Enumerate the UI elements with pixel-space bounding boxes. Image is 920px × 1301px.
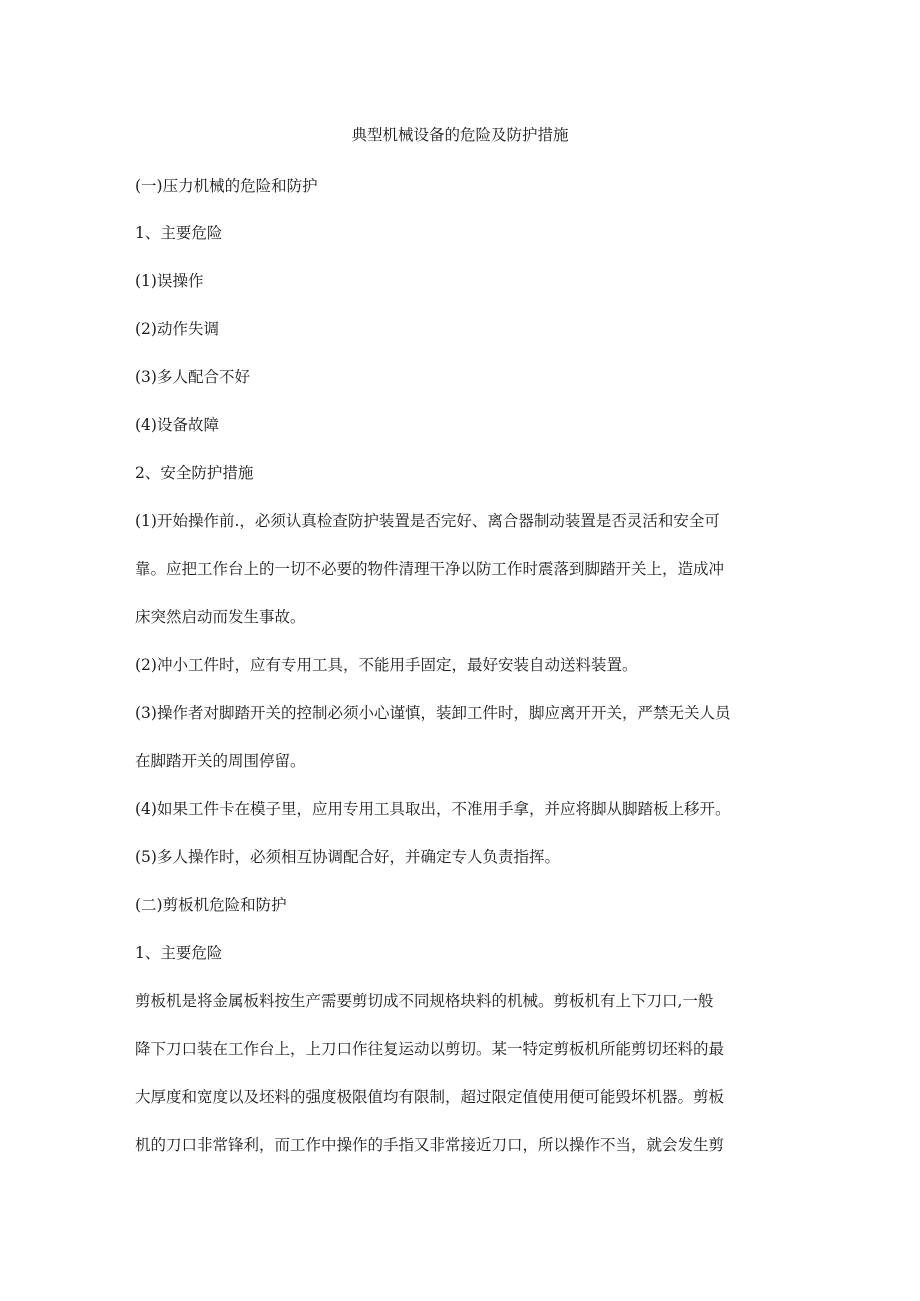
list-item: (2)动作失调 (135, 320, 219, 338)
paragraph-line: 床突然启动而发生事故。 (135, 608, 306, 626)
subsection-heading: 1、主要危险 (135, 944, 223, 962)
paragraph-line: (3)操作者对脚踏开关的控制必须小心谨慎，装卸工件时，脚应离开开关，严禁无关人员 (135, 704, 731, 722)
paragraph-line: 靠。应把工作台上的一切不必要的物件清理干净以防工作时震落到脚踏开关上，造成冲 (135, 560, 725, 578)
document-title: 典型机械设备的危险及防护措施 (351, 126, 569, 144)
paragraph-line: 大厚度和宽度以及坯料的强度极限值均有限制，超过限定值使用便可能毁坏机器。剪板 (135, 1088, 725, 1106)
list-item: (1)误操作 (135, 272, 204, 290)
paragraph-line: (5)多人操作时，必须相互协调配合好，并确定专人负责指挥。 (135, 848, 560, 866)
paragraph-line: 机的刀口非常锋利，而工作中操作的手指又非常接近刀口，所以操作不当，就会发生剪 (135, 1136, 725, 1154)
list-item: (4)设备故障 (135, 416, 219, 434)
list-item: (3)多人配合不好 (135, 368, 250, 386)
section-heading: (二)剪板机危险和防护 (135, 896, 287, 914)
section-heading: (一)压力机械的危险和防护 (135, 177, 318, 195)
paragraph-line: 在脚踏开关的周围停留。 (135, 752, 306, 770)
paragraph-line: 降下刀口装在工作台上，上刀口作往复运动以剪切。某一特定剪板机所能剪切坯料的最 (135, 1040, 725, 1058)
paragraph-line: (2)冲小工件时，应有专用工具，不能用手固定，最好安装自动送料装置。 (135, 656, 638, 674)
paragraph-line: (4)如果工件卡在模子里，应用专用工具取出，不准用手拿，并应将脚从脚踏板上移开。 (135, 800, 731, 818)
paragraph-line: 剪板机是将金属板料按生产需要剪切成不同规格块料的机械。剪板机有上下刀口,一般 (135, 992, 714, 1010)
paragraph-line: (1)开始操作前.，必须认真检查防护装置是否完好、离合器制动装置是否灵活和安全可 (135, 512, 720, 530)
subsection-heading: 2、安全防护措施 (135, 464, 254, 482)
subsection-heading: 1、主要危险 (135, 224, 223, 242)
